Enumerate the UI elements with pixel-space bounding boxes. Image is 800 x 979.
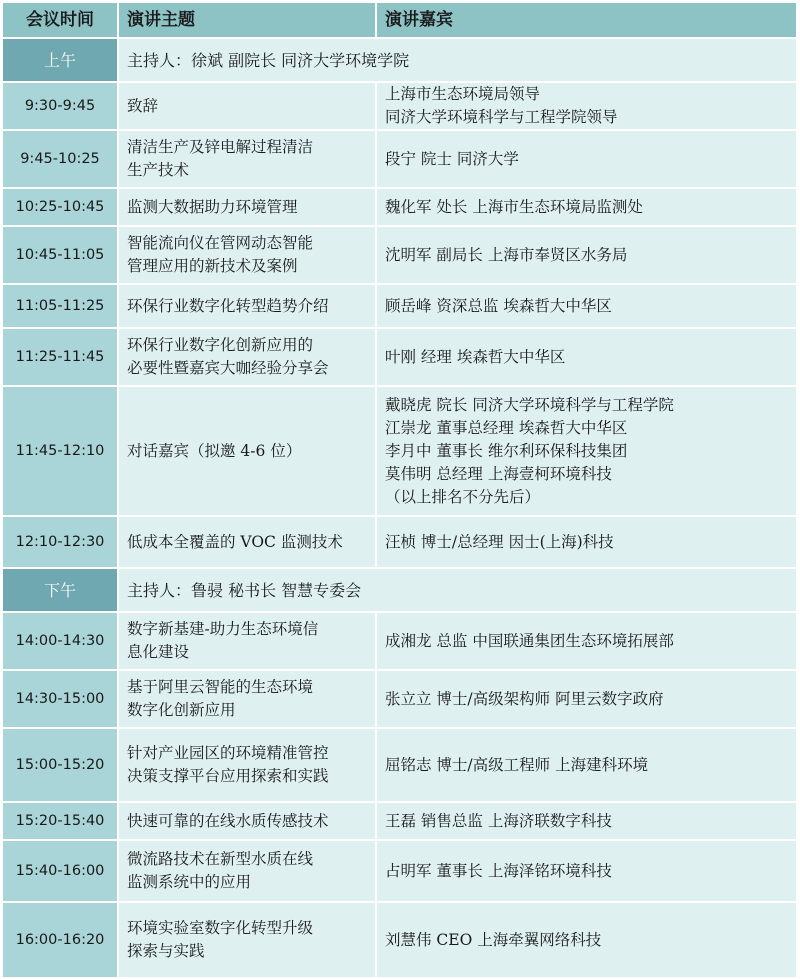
speaker-cell — [376, 82, 797, 130]
speaker-cell — [376, 728, 797, 802]
speaker-line: 张立立 博士/高级架构师 阿里云数字政府 — [385, 689, 664, 708]
speaker-cell — [376, 188, 797, 226]
agenda-table — [1, 1, 798, 979]
time-cell: 12:10-12:30 — [2, 516, 118, 568]
header-speaker: 演讲嘉宾 — [376, 2, 797, 38]
topic-line: 环保行业数字化创新应用的 — [127, 336, 314, 354]
speaker-cell — [376, 612, 797, 670]
speaker-cell — [376, 840, 797, 902]
topic-line: 致辞 — [127, 96, 159, 115]
topic-cell — [118, 226, 376, 284]
speaker-line: 叶刚 经理 埃森哲大中华区 — [385, 347, 566, 366]
speaker-line: 上海市生态环境局领导 — [385, 85, 541, 103]
speaker-line: 魏化军 处长 上海市生态环境局监测处 — [385, 197, 643, 216]
topic-cell — [118, 82, 376, 130]
topic-line: 智能流向仪在管网动态智能 — [127, 234, 314, 252]
time-cell: 11:05-11:25 — [2, 284, 118, 328]
topic-line: 监测大数据助力环境管理 — [127, 197, 298, 216]
topic-line: 针对产业园区的环境精准管控 — [127, 744, 329, 762]
topic-cell — [118, 670, 376, 728]
header-time: 会议时间 — [2, 2, 118, 38]
speaker-line: 沈明军 副局长 上海市奉贤区水务局 — [385, 245, 628, 264]
session-label-afternoon: 下午 — [2, 568, 118, 612]
time-cell: 15:40-16:00 — [2, 840, 118, 902]
topic-line: 环境实验室数字化转型升级 — [127, 919, 314, 937]
topic-cell — [118, 802, 376, 840]
speaker-line: 李月中 董事长 维尔利环保科技集团 — [385, 441, 628, 460]
speaker-line: 戴晓虎 院长 同济大学环境科学与工程学院 — [385, 395, 674, 414]
time-cell: 10:25-10:45 — [2, 188, 118, 226]
speaker-cell — [376, 516, 797, 568]
topic-cell — [118, 840, 376, 902]
speaker-cell — [376, 802, 797, 840]
speaker-line: 莫伟明 总经理 上海壹柯环境科技 — [385, 464, 612, 483]
time-cell: 15:00-15:20 — [2, 728, 118, 802]
time-cell: 16:00-16:20 — [2, 902, 118, 978]
topic-line: 清洁生产及锌电解过程清洁 — [127, 138, 314, 156]
session-row-morning — [2, 38, 797, 82]
session-row-afternoon — [2, 568, 797, 612]
topic-line: 管理应用的新技术及案例 — [127, 257, 298, 275]
topic-line: 探索与实践 — [127, 942, 205, 960]
topic-cell — [118, 130, 376, 188]
time-cell: 14:00-14:30 — [2, 612, 118, 670]
topic-cell — [118, 284, 376, 328]
topic-cell — [118, 328, 376, 386]
topic-line: 必要性暨嘉宾大咖经验分享会 — [127, 359, 329, 377]
agenda-row — [2, 82, 797, 130]
topic-cell — [118, 188, 376, 226]
topic-cell — [118, 612, 376, 670]
speaker-cell — [376, 130, 797, 188]
topic-line: 微流路技术在新型水质在线 — [127, 850, 314, 868]
topic-line: 数字化创新应用 — [127, 701, 236, 719]
speaker-cell — [376, 284, 797, 328]
topic-cell — [118, 386, 376, 516]
time-cell: 11:25-11:45 — [2, 328, 118, 386]
topic-line: 基于阿里云智能的生态环境 — [127, 678, 314, 696]
time-cell: 14:30-15:00 — [2, 670, 118, 728]
host-afternoon: 主持人：鲁骎 秘书长 智慧专委会 — [118, 568, 797, 612]
speaker-line: 刘慧伟 CEO 上海牵翼网络科技 — [385, 930, 602, 949]
agenda-row — [2, 516, 797, 568]
speaker-line: 江崇龙 董事总经理 埃森哲大中华区 — [385, 418, 628, 437]
agenda-row — [2, 188, 797, 226]
speaker-line: 王磊 销售总监 上海济联数字科技 — [385, 811, 612, 830]
time-cell: 9:45-10:25 — [2, 130, 118, 188]
topic-cell — [118, 516, 376, 568]
agenda-row — [2, 840, 797, 902]
time-cell: 11:45-12:10 — [2, 386, 118, 516]
speaker-cell — [376, 226, 797, 284]
speaker-line: 成湘龙 总监 中国联通集团生态环境拓展部 — [385, 631, 674, 650]
agenda-row — [2, 386, 797, 516]
agenda-row — [2, 328, 797, 386]
speaker-cell — [376, 670, 797, 728]
agenda-row — [2, 670, 797, 728]
speaker-line: 占明军 董事长 上海泽铭环境科技 — [385, 861, 612, 880]
topic-cell — [118, 728, 376, 802]
header-row — [2, 2, 797, 38]
agenda-row — [2, 226, 797, 284]
agenda-row — [2, 802, 797, 840]
speaker-line: （以上排名不分先后） — [385, 487, 541, 506]
agenda-row — [2, 130, 797, 188]
speaker-line: 屈铭志 博士/高级工程师 上海建科环境 — [385, 755, 649, 774]
agenda-row — [2, 902, 797, 978]
agenda-row — [2, 612, 797, 670]
time-cell: 9:30-9:45 — [2, 82, 118, 130]
topic-line: 低成本全覆盖的 VOC 监测技术 — [127, 532, 343, 551]
time-cell: 15:20-15:40 — [2, 802, 118, 840]
topic-line: 生产技术 — [127, 161, 190, 179]
topic-line: 对话嘉宾（拟邀 4-6 位） — [127, 441, 302, 460]
topic-cell — [118, 902, 376, 978]
topic-line: 环保行业数字化转型趋势介绍 — [127, 296, 329, 315]
session-label-morning: 上午 — [2, 38, 118, 82]
speaker-cell — [376, 328, 797, 386]
agenda-row — [2, 728, 797, 802]
topic-line: 数字新基建-助力生态环境信 — [127, 620, 319, 638]
speaker-line: 段宁 院士 同济大学 — [385, 149, 519, 168]
topic-line: 息化建设 — [127, 643, 190, 661]
speaker-line: 同济大学环境科学与工程学院领导 — [385, 108, 618, 126]
speaker-line: 汪桢 博士/总经理 因士(上海)科技 — [385, 532, 614, 551]
time-cell: 10:45-11:05 — [2, 226, 118, 284]
header-topic: 演讲主题 — [118, 2, 376, 38]
topic-line: 监测系统中的应用 — [127, 873, 252, 891]
speaker-cell — [376, 386, 797, 516]
speaker-cell — [376, 902, 797, 978]
host-morning: 主持人：徐斌 副院长 同济大学环境学院 — [118, 38, 797, 82]
speaker-line: 顾岳峰 资深总监 埃森哲大中华区 — [385, 296, 612, 315]
topic-line: 快速可靠的在线水质传感技术 — [127, 811, 329, 830]
agenda-row — [2, 284, 797, 328]
topic-line: 决策支撑平台应用探索和实践 — [127, 767, 329, 785]
